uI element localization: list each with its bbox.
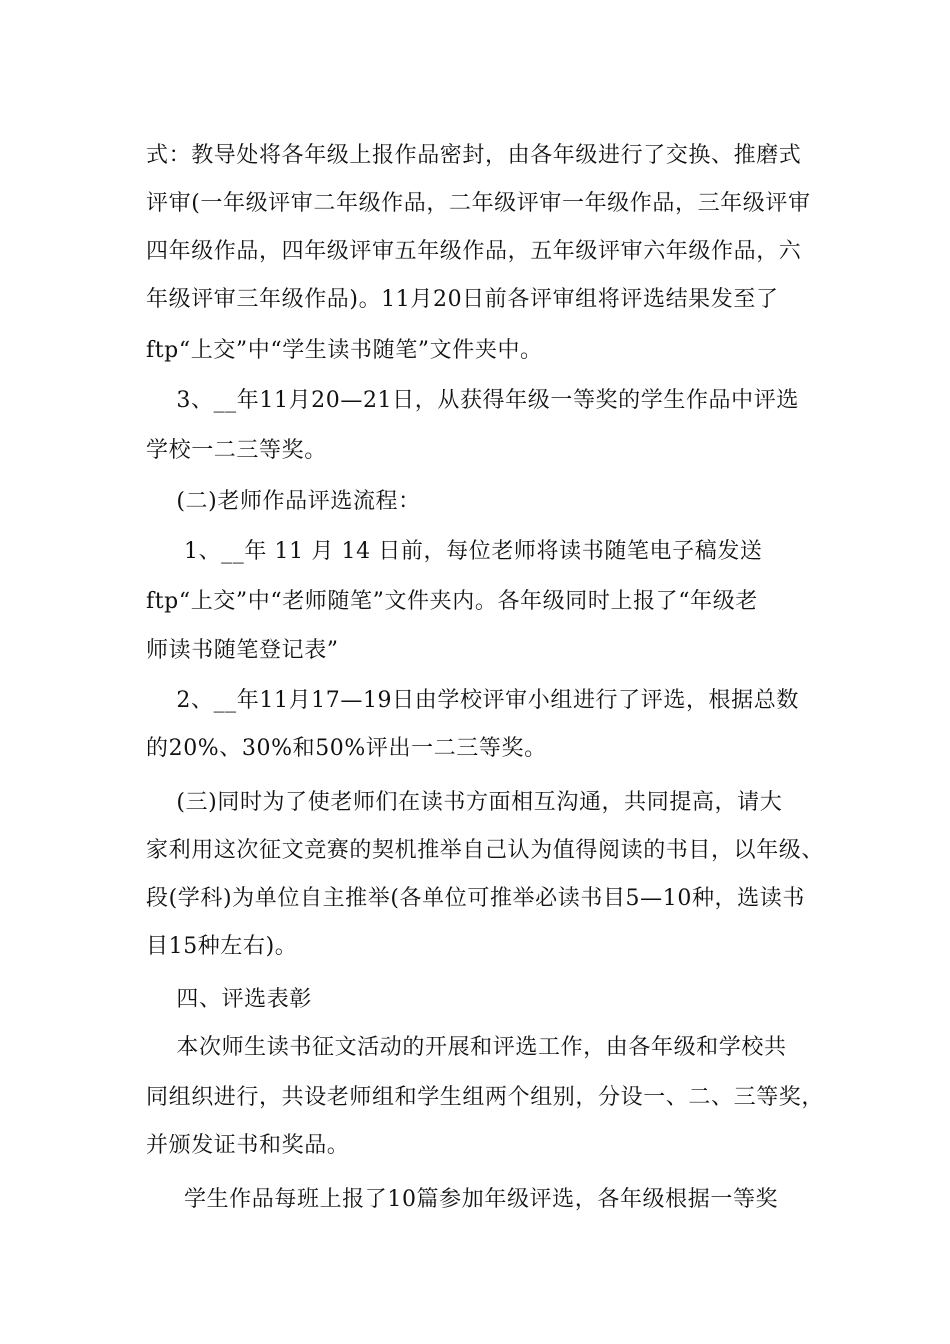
text-line-14: (三)同时为了使老师们在读书方面相互沟通，共同提高，请大	[146, 790, 783, 815]
section-heading-teacher-process: (二)老师作品评选流程：	[146, 489, 421, 514]
text-line-21: 并颁发证书和奖品。	[146, 1133, 350, 1158]
text-line-1: 式：教导处将各年级上报作品密封，由各年级进行了交换、推磨式	[146, 143, 802, 168]
text-line-15: 家利用这次征文竞赛的契机推举自己认为值得阅读的书目，以年级、	[146, 838, 825, 863]
text-line-19: 本次师生读书征文活动的开展和评选工作，由各年级和学校共	[146, 1035, 787, 1060]
text-line-16: 段(学科)为单位自主推举(各单位可推举必读书目5—10种，选读书	[146, 886, 805, 911]
text-line-12: 2、__年11月17—19日由学校评审小组进行了评选，根据总数	[146, 688, 799, 713]
text-line-13: 的20%、30%和50%评出一二三等奖。	[146, 736, 547, 761]
text-line-20: 同组织进行，共设老师组和学生组两个组别，分设一、二、三等奖，	[146, 1085, 825, 1110]
text-line-6: 3、__年11月20—21日，从获得年级一等奖的学生作品中评选	[146, 388, 799, 413]
text-line-9: 1、__年 11 月 14 日前，每位老师将读书随笔电子稿发送	[146, 539, 763, 564]
text-line-22: 学生作品每班上报了10篇参加年级评选，各年级根据一等奖	[146, 1187, 779, 1212]
text-line-17: 目15种左右)。	[146, 934, 298, 959]
text-line-5: ftp“上交”中“学生读书随笔”文件夹中。	[146, 338, 543, 363]
text-line-11: 师读书随笔登记表”	[146, 638, 339, 663]
text-line-4: 年级评审三年级作品)。11月20日前各评审组将评选结果发至了	[146, 287, 779, 312]
text-line-3: 四年级作品，四年级评审五年级作品，五年级评审六年级作品，六	[146, 239, 802, 264]
text-line-7: 学校一二三等奖。	[146, 438, 327, 463]
text-line-10: ftp“上交”中“老师随笔”文件夹内。各年级同时上报了“年级老	[146, 589, 758, 614]
text-line-2: 评审(一年级评审二年级作品，二年级评审一年级作品，三年级评审	[146, 191, 811, 216]
section-heading-awards: 四、评选表彰	[146, 987, 312, 1012]
